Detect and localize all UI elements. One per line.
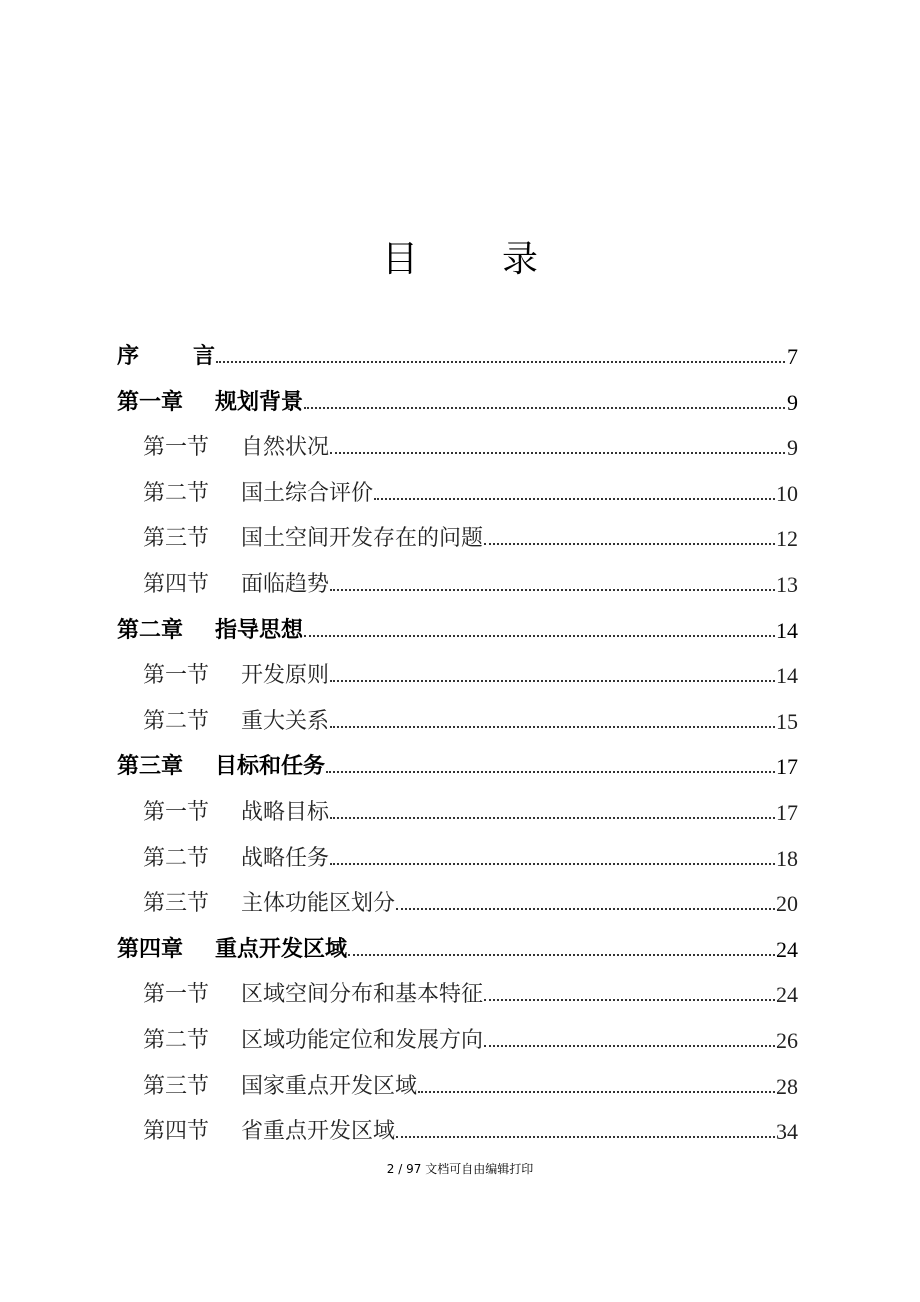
toc-entry-title: 自然状况 — [241, 435, 330, 461]
toc-dot-leader — [374, 479, 775, 509]
toc-entry-number: 第四节 — [143, 1119, 210, 1145]
toc-entry-title: 重点开发区域 — [215, 936, 348, 962]
toc-entry-number: 第三章 — [117, 754, 184, 780]
toc-dot-leader — [484, 1026, 775, 1056]
toc-page-number: 17 — [776, 800, 798, 825]
toc-entry-number: 第一节 — [143, 982, 210, 1008]
toc-section-entry[interactable] — [143, 1107, 798, 1147]
page-footer: 2 / 97 文档可自由编辑打印 — [386, 1162, 534, 1176]
toc-chapter-entry[interactable] — [117, 742, 798, 782]
toc-page-number: 26 — [776, 1028, 798, 1053]
toc-entry-number: 第三节 — [143, 891, 210, 917]
toc-entry-number: 第一节 — [143, 663, 210, 689]
toc-section-entry[interactable] — [143, 514, 798, 554]
toc-entry-label — [143, 1026, 483, 1056]
toc-entry-title: 战略目标 — [241, 800, 330, 825]
toc-entry-number: 第四节 — [143, 572, 210, 597]
toc-section-entry[interactable] — [143, 469, 798, 509]
toc-entry-title: 国家重点开发区域 — [241, 1073, 418, 1099]
toc-entry-label — [143, 1117, 395, 1147]
toc-dot-leader — [418, 1072, 775, 1102]
toc-dot-leader — [304, 616, 775, 646]
toc-entry-number: 第一节 — [143, 800, 210, 825]
toc-entry-title: 指导思想 — [215, 617, 304, 643]
toc-dot-leader — [330, 844, 775, 874]
toc-entry-label — [143, 844, 329, 874]
toc-entry-label — [143, 889, 395, 919]
toc-entry-title: 国土综合评价 — [241, 480, 374, 506]
toc-entry-title: 开发原则 — [241, 663, 330, 689]
toc-page-number: 10 — [776, 480, 798, 506]
toc-entry-number: 第二节 — [143, 708, 210, 734]
toc-page-number: 7 — [787, 344, 798, 369]
toc-section-entry[interactable] — [143, 651, 798, 691]
toc-dot-leader — [396, 1117, 775, 1147]
toc-entry-number: 序 — [117, 344, 140, 369]
toc-page-number: 12 — [776, 526, 798, 552]
toc-entry-title: 省重点开发区域 — [241, 1119, 396, 1145]
toc-entry-title: 区域空间分布和基本特征 — [241, 982, 484, 1008]
toc-section-entry[interactable] — [143, 560, 798, 600]
toc-entry-label — [117, 752, 325, 782]
toc-page-number: 18 — [776, 845, 798, 871]
toc-page-number: 13 — [776, 572, 798, 597]
toc-chapter-entry[interactable] — [117, 606, 798, 646]
toc-entry-label — [143, 707, 329, 737]
toc-dot-leader — [330, 798, 775, 828]
toc-page-number: 20 — [776, 891, 798, 917]
toc-chapter-entry[interactable] — [117, 925, 798, 965]
toc-dot-leader — [326, 752, 775, 782]
toc-entry-number: 第一节 — [143, 435, 210, 461]
toc-entry-label — [143, 433, 329, 463]
toc-entry-number: 第二节 — [143, 480, 210, 506]
toc-dot-leader — [330, 570, 775, 600]
toc-entry-number: 第四章 — [117, 936, 184, 962]
toc-page-number: 17 — [776, 754, 798, 780]
toc-entry-title: 主体功能区划分 — [241, 891, 396, 917]
toc-section-entry[interactable] — [143, 879, 798, 919]
toc-dot-leader — [484, 524, 775, 554]
toc-page-number: 15 — [776, 708, 798, 734]
toc-section-entry[interactable] — [143, 1062, 798, 1102]
toc-entry-title: 言 — [193, 344, 216, 369]
toc-entry-title: 面临趋势 — [241, 572, 330, 597]
toc-entry-label — [143, 980, 483, 1010]
toc-section-entry[interactable] — [143, 788, 798, 828]
toc-page-number: 14 — [776, 617, 798, 643]
toc-section-entry[interactable] — [143, 697, 798, 737]
toc-dot-leader — [396, 889, 775, 919]
toc-page-number: 9 — [787, 435, 798, 461]
toc-entry-title: 战略任务 — [241, 845, 330, 871]
toc-entry-label — [143, 570, 329, 600]
toc-entry-title: 区域功能定位和发展方向 — [241, 1028, 484, 1053]
toc-page-number: 34 — [776, 1119, 798, 1145]
toc-page-number: 9 — [787, 389, 798, 415]
toc-entry-number: 第一章 — [117, 389, 184, 415]
toc-entry-label — [143, 661, 329, 691]
toc-entry-number: 第二节 — [143, 1028, 210, 1053]
toc-entry-label — [143, 798, 329, 828]
toc-entry-label — [117, 935, 347, 965]
toc-section-entry[interactable] — [143, 970, 798, 1010]
toc-dot-leader — [484, 980, 775, 1010]
toc-entry-label — [117, 388, 303, 418]
toc-dot-leader — [304, 388, 785, 418]
toc-entry-title: 规划背景 — [215, 389, 304, 415]
toc-entry-title: 重大关系 — [241, 708, 330, 734]
toc-entry-number: 第三节 — [143, 526, 210, 552]
toc-dot-leader — [330, 433, 785, 463]
toc-section-entry[interactable] — [143, 1016, 798, 1056]
toc-entry-number: 第三节 — [143, 1073, 210, 1099]
toc-chapter-entry[interactable] — [117, 332, 798, 372]
toc-dot-leader — [348, 935, 775, 965]
toc-entry-label — [143, 479, 373, 509]
toc-dot-leader — [216, 342, 785, 372]
toc-heading-char-1: 目 — [381, 239, 418, 280]
toc-entry-title: 国土空间开发存在的问题 — [241, 526, 484, 552]
toc-heading-char-2: 录 — [502, 239, 539, 280]
toc-entry-label — [143, 524, 483, 554]
toc-chapter-entry[interactable] — [117, 378, 798, 418]
toc-dot-leader — [330, 707, 775, 737]
toc-page-number: 24 — [776, 982, 798, 1008]
toc-entry-label — [143, 1072, 417, 1102]
toc-section-entry[interactable] — [143, 834, 798, 874]
toc-entry-title: 目标和任务 — [215, 754, 326, 780]
toc-section-entry[interactable] — [143, 423, 798, 463]
toc-page-number: 28 — [776, 1073, 798, 1099]
toc-page-number: 14 — [776, 663, 798, 689]
toc-entry-number: 第二节 — [143, 845, 210, 871]
toc-entry-label — [117, 616, 303, 646]
toc-page-number: 24 — [776, 936, 798, 962]
toc-dot-leader — [330, 661, 775, 691]
toc-entry-label — [117, 342, 215, 372]
toc-entry-number: 第二章 — [117, 617, 184, 643]
toc-heading — [0, 236, 920, 284]
